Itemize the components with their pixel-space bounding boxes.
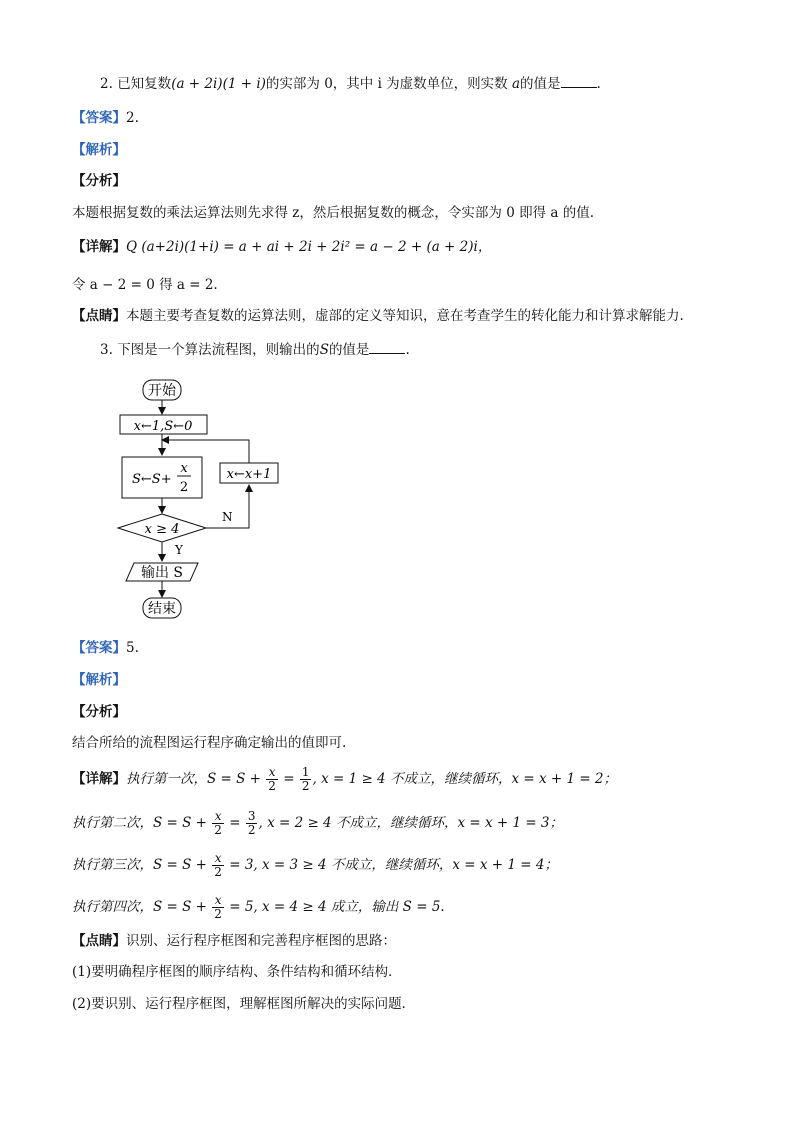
question-number: 2. xyxy=(100,76,113,92)
answer-line: 【答案】5. xyxy=(72,640,139,656)
flowchart xyxy=(110,375,300,625)
dianjing-line: 【点睛】识别、运行程序框图和完善程序框图的思路： xyxy=(72,933,396,949)
end-label: 结束 xyxy=(148,601,176,617)
point-1: (1)要明确程序框图的顺序结构、条件结构和循环结构． xyxy=(72,964,402,980)
detail-step-3: 执行第三次，S = S + $\frac{x}{2}$ = 3, x = 3 ≥ 4 不成立，继续循环，x = x + 1 = 4； xyxy=(72,851,558,879)
start-label: 开始 xyxy=(148,383,176,399)
question-2: 2. 已知复数(a + 2i)(1 + i)的实部为 0，其中 i 为虚数单位，则实数 a的值是 . xyxy=(100,76,601,92)
detail-line: 【详解】Q (a+2i)(1+i) = a + ai + 2i + 2i² = a − 2 + (a + 2)i， xyxy=(72,239,492,255)
init-label: x←1,S←0 xyxy=(133,419,193,434)
answer-line: 【答案】2. xyxy=(72,110,139,126)
fenxi-heading: 【分析】 xyxy=(72,704,126,720)
assign-den: 2 xyxy=(179,480,189,495)
fenxi-heading: 【分析】 xyxy=(72,173,126,189)
output-label: 输出 S xyxy=(140,565,184,581)
assign-num: x xyxy=(180,461,188,476)
answer-blank xyxy=(561,74,597,88)
dianjing-line: 【点睛】本题主要考查复数的运算法则，虚部的定义等知识，意在考查学生的转化能力和计算求解能力. xyxy=(72,308,684,324)
incr-label: x←x+1 xyxy=(226,467,272,482)
detail-step-2: 执行第二次，S = S + $\frac{x}{2}$ = $\frac{3}{2}$ , x = 2 ≥ 4 不成立，继续循环，x = x + 1 = 3； xyxy=(72,809,564,837)
detail-step-1: 【详解】执行第一次，S = S + $\frac{x}{2}$ = $\frac{1}{2}$ , x = 1 ≥ 4 不成立，继续循环，x = x + 1 = 2； xyxy=(72,765,618,793)
yes-label: Y xyxy=(175,543,183,557)
question-3: 3. 下图是一个算法流程图，则输出的S的值是 . xyxy=(100,342,410,358)
analysis-heading: 【解析】 xyxy=(72,672,126,688)
point-2: (2)要识别、运行程序框图，理解框图所解决的实际问题． xyxy=(72,996,416,1012)
no-label: N xyxy=(222,510,233,524)
condition-label: x ≥ 4 xyxy=(144,522,180,537)
detail-line-2: 令 a − 2 = 0 得 a = 2. xyxy=(72,277,218,293)
assign-label: S←S+ xyxy=(132,472,172,487)
analysis-heading: 【解析】 xyxy=(72,142,126,158)
fenxi-text: 本题根据复数的乘法运算法则先求得 z，然后根据复数的概念，令实部为 0 即得 a 的值. xyxy=(72,205,594,221)
question-number: 3. xyxy=(100,342,113,358)
fenxi-text: 结合所给的流程图运行程序确定输出的值即可. xyxy=(72,735,347,751)
detail-step-4: 执行第四次，S = S + $\frac{x}{2}$ = 5, x = 4 ≥ 4 成立，输出 S = 5. xyxy=(72,893,445,921)
answer-blank xyxy=(369,340,405,354)
